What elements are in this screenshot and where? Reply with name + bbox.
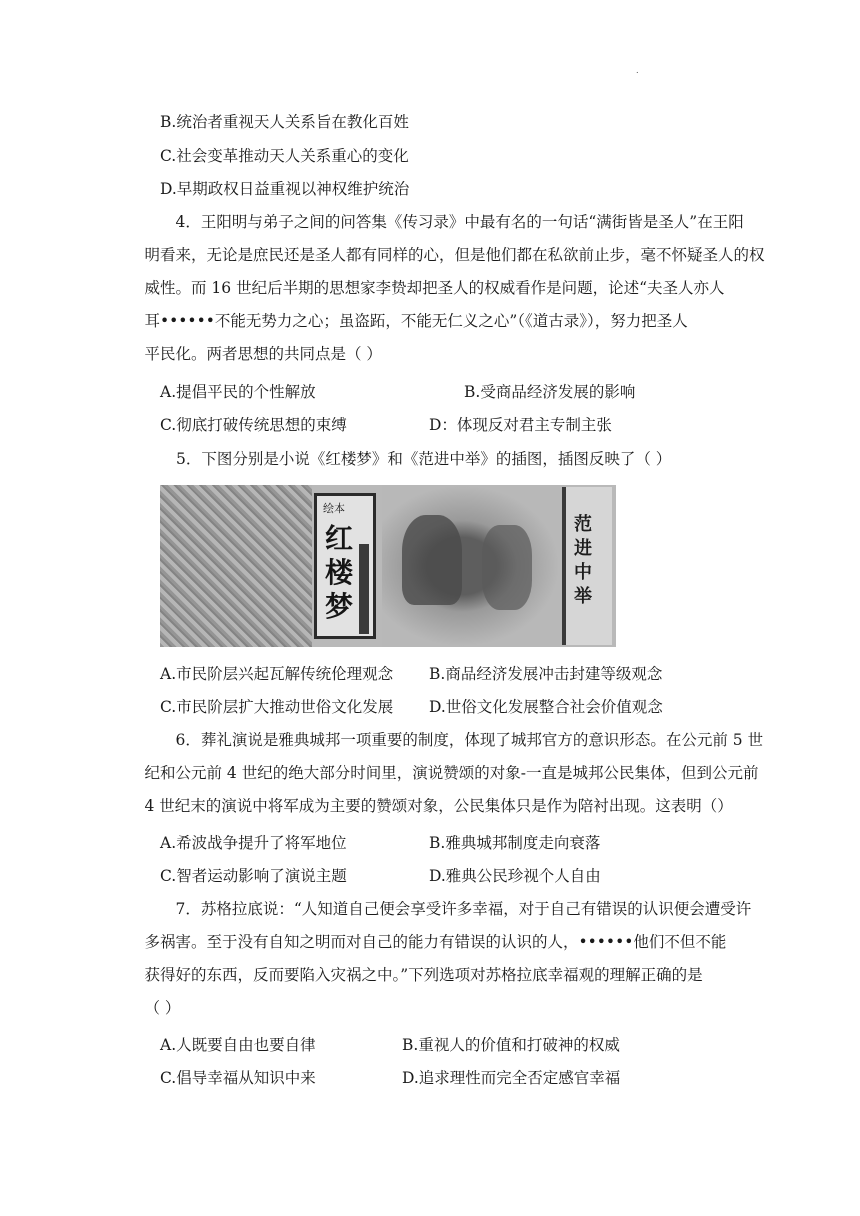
q5-option-a: A.市民阶层兴起瓦解传统伦理观念: [160, 665, 394, 683]
q4-stem-line: 耳••••••不能无势力之心；虽盗跖，不能无仁义之心”（《道古录》），努力把圣人: [144, 312, 688, 330]
q7-option-d: D.追求理性而完全否定感官幸福: [402, 1069, 621, 1087]
hongloumeng-cover: [314, 493, 376, 639]
q7-stem-line: 获得好的东西，反而要陷入灾祸之中。”下列选项对苏格拉底幸福观的理解正确的是: [144, 966, 703, 984]
q7-option-b: B.重视人的价值和打破神的权威: [402, 1036, 620, 1054]
q4-option-c: C.彻底打破传统思想的束缚: [160, 416, 347, 434]
q6-option-d: D.雅典公民珍视个人自由: [429, 867, 601, 885]
q4-option-d: D：体现反对君主专制主张: [429, 416, 612, 434]
q4-option-a: A.提倡平民的个性解放: [160, 383, 316, 401]
q7-option-a: A.人既要自由也要自律: [160, 1036, 316, 1054]
q3-option-d: D.早期政权日益重视以神权维护统治: [160, 180, 410, 198]
q6-stem-line: 纪和公元前 4 世纪的绝大部分时间里，演说赞颂的对象-一直是城邦公民集体，但到公元前: [144, 764, 759, 782]
fanjin-cover: [562, 487, 612, 645]
q6-stem-line: 4 世纪末的演说中将军成为主要的赞颂对象，公民集体只是作为陪衬出现。这表明（）: [144, 797, 733, 815]
hongloumeng-illustration: [160, 485, 312, 647]
q5-illustration: [160, 485, 616, 647]
fanjin-illustration: [382, 485, 560, 647]
cover-top-text: 绘本: [323, 502, 345, 515]
q6-option-b: B.雅典城邦制度走向衰落: [429, 834, 601, 852]
q6-option-c: C.智者运动影响了演说主题: [160, 867, 347, 885]
q6-stem: [144, 724, 764, 823]
cover-side-strip: [359, 544, 369, 634]
q4-stem-line: 威性。而 16 世纪后半期的思想家李贽却把圣人的权威看作是问题，论述“夫圣人亦人: [144, 279, 725, 297]
q4-option-b: B.受商品经济发展的影响: [464, 383, 636, 401]
q6-option-a: A.希波战争提升了将军地位: [160, 834, 347, 852]
q3-option-b: B.统治者重视天人关系旨在教化百姓: [160, 113, 409, 131]
page-dot-mark: .: [636, 66, 639, 75]
q7-stem-line: 多祸害。至于没有自知之明而对自己的能力有错误的认识的人，••••••他们不但不能: [144, 933, 727, 951]
cover-title-text: 红楼梦: [325, 522, 354, 623]
figure-person: [482, 525, 532, 610]
q7-stem-line: 7．苏格拉底说：“人知道自己便会享受许多幸福，对于自己有错误的认识便会遭受许: [175, 900, 752, 918]
figure-person: [402, 515, 462, 605]
q3-option-c: C.社会变革推动天人关系重心的变化: [160, 147, 409, 165]
q4-stem-line: 4．王阳明与弟子之间的问答集《传习录》中最有名的一句话“满街皆是圣人”在王阳: [175, 213, 744, 231]
cover2-title-text: 范进中举: [574, 514, 592, 607]
q4-stem-line: 平民化。两者思想的共同点是（ ）: [144, 345, 382, 363]
q5-option-c: C.市民阶层扩大推动世俗文化发展: [160, 698, 394, 716]
q5-option-d: D.世俗文化发展整合社会价值观念: [429, 698, 663, 716]
q7-option-c: C.倡导幸福从知识中来: [160, 1069, 316, 1087]
q4-stem-line: 明看来，无论是庶民还是圣人都有同样的心，但是他们都在私欲前止步，毫不怀疑圣人的权: [144, 246, 765, 264]
q5-stem: 5．下图分别是小说《红楼梦》和《范进中举》的插图，插图反映了（ ）: [176, 450, 672, 468]
q7-stem: [144, 893, 752, 1025]
q7-stem-line: （ ）: [144, 999, 181, 1017]
q4-stem: [144, 206, 765, 371]
q6-stem-line: 6．葬礼演说是雅典城邦一项重要的制度，体现了城邦官方的意识形态。在公元前 5 世: [175, 731, 764, 749]
q5-option-b: B.商品经济发展冲击封建等级观念: [429, 665, 663, 683]
